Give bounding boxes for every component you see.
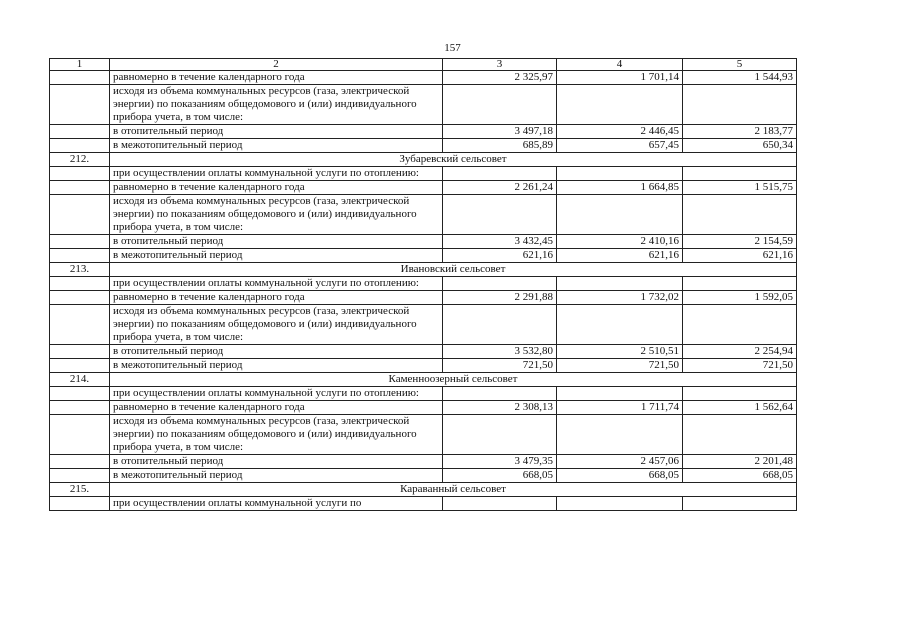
- column-number-5: 5: [683, 59, 797, 71]
- value-col-5: [683, 387, 797, 401]
- row-index-cell: [50, 195, 110, 235]
- region-name: Караванный сельсовет: [110, 483, 797, 497]
- row-index-cell: [50, 415, 110, 455]
- row-index-cell: [50, 71, 110, 85]
- row-description: в отопительный период: [110, 455, 443, 469]
- value-col-5: 2 183,77: [683, 125, 797, 139]
- value-col-5: 621,16: [683, 249, 797, 263]
- table-row: [50, 249, 797, 263]
- row-index-cell: [50, 125, 110, 139]
- row-index-cell: [50, 167, 110, 181]
- value-col-4: [557, 167, 683, 181]
- row-index-cell: [50, 277, 110, 291]
- value-col-5: 721,50: [683, 359, 797, 373]
- table-row: [50, 85, 797, 125]
- row-description: при осуществлении оплаты коммунальной услуги по отоплению:: [110, 387, 443, 401]
- value-col-5: 650,34: [683, 139, 797, 153]
- region-row: [50, 483, 797, 497]
- row-description: в межотопительный период: [110, 249, 443, 263]
- table-row: [50, 469, 797, 483]
- value-col-5: [683, 497, 797, 511]
- value-col-5: [683, 85, 797, 125]
- region-row: [50, 373, 797, 387]
- table-row: [50, 305, 797, 345]
- value-col-5: 1 544,93: [683, 71, 797, 85]
- row-index-cell: [50, 85, 110, 125]
- region-name: Зубаревский сельсовет: [110, 153, 797, 167]
- value-col-3: [443, 85, 557, 125]
- table-row: [50, 455, 797, 469]
- value-col-5: [683, 305, 797, 345]
- row-index-cell: [50, 305, 110, 345]
- value-col-3: 2 325,97: [443, 71, 557, 85]
- value-col-3: 3 432,45: [443, 235, 557, 249]
- value-col-3: 668,05: [443, 469, 557, 483]
- table-row: [50, 277, 797, 291]
- row-description: равномерно в течение календарного года: [110, 291, 443, 305]
- row-index-cell: [50, 249, 110, 263]
- row-index-cell: [50, 359, 110, 373]
- value-col-3: [443, 305, 557, 345]
- row-index-cell: [50, 345, 110, 359]
- value-col-3: 2 291,88: [443, 291, 557, 305]
- region-row: [50, 263, 797, 277]
- value-col-5: 1 515,75: [683, 181, 797, 195]
- value-col-4: [557, 195, 683, 235]
- row-description: при осуществлении оплаты коммунальной услуги по отоплению:: [110, 167, 443, 181]
- row-description: исходя из объема коммунальных ресурсов (газа, электрической энергии) по показаниям общедомового и (или) индивидуального прибора учета, в том числе:: [110, 305, 443, 345]
- row-description: исходя из объема коммунальных ресурсов (газа, электрической энергии) по показаниям общедомового и (или) индивидуального прибора учета, в том числе:: [110, 415, 443, 455]
- table-row: [50, 139, 797, 153]
- value-col-5: [683, 415, 797, 455]
- column-number-row: [50, 59, 797, 71]
- value-col-4: [557, 305, 683, 345]
- value-col-5: 2 154,59: [683, 235, 797, 249]
- value-col-4: 1 701,14: [557, 71, 683, 85]
- table-row: [50, 125, 797, 139]
- value-col-3: 3 479,35: [443, 455, 557, 469]
- tariff-table: [49, 58, 797, 511]
- row-description: в межотопительный период: [110, 139, 443, 153]
- value-col-5: 1 562,64: [683, 401, 797, 415]
- region-index: 212.: [50, 153, 110, 167]
- value-col-5: 668,05: [683, 469, 797, 483]
- row-index-cell: [50, 291, 110, 305]
- table-row: [50, 359, 797, 373]
- column-number-1: 1: [50, 59, 110, 71]
- value-col-4: 2 446,45: [557, 125, 683, 139]
- value-col-4: [557, 415, 683, 455]
- value-col-3: [443, 387, 557, 401]
- table-row: [50, 291, 797, 305]
- value-col-4: 1 664,85: [557, 181, 683, 195]
- table-row: [50, 345, 797, 359]
- table-row: [50, 167, 797, 181]
- region-index: 213.: [50, 263, 110, 277]
- table-row: [50, 401, 797, 415]
- value-col-5: 1 592,05: [683, 291, 797, 305]
- region-name: Ивановский сельсовет: [110, 263, 797, 277]
- value-col-4: [557, 85, 683, 125]
- value-col-3: [443, 195, 557, 235]
- value-col-5: 2 201,48: [683, 455, 797, 469]
- region-name: Каменноозерный сельсовет: [110, 373, 797, 387]
- value-col-3: [443, 277, 557, 291]
- value-col-3: 2 261,24: [443, 181, 557, 195]
- value-col-3: 3 497,18: [443, 125, 557, 139]
- table-row: [50, 195, 797, 235]
- page-number: 157: [444, 42, 461, 54]
- row-index-cell: [50, 401, 110, 415]
- row-index-cell: [50, 469, 110, 483]
- value-col-3: 3 532,80: [443, 345, 557, 359]
- row-index-cell: [50, 387, 110, 401]
- row-description: исходя из объема коммунальных ресурсов (газа, электрической энергии) по показаниям общедомового и (или) индивидуального прибора учета, в том числе:: [110, 195, 443, 235]
- row-description: в межотопительный период: [110, 359, 443, 373]
- column-number-2: 2: [110, 59, 443, 71]
- row-description: при осуществлении оплаты коммунальной услуги по отоплению:: [110, 277, 443, 291]
- value-col-3: [443, 415, 557, 455]
- table-row: [50, 71, 797, 85]
- value-col-4: 668,05: [557, 469, 683, 483]
- value-col-3: 685,89: [443, 139, 557, 153]
- row-index-cell: [50, 235, 110, 249]
- value-col-4: [557, 277, 683, 291]
- value-col-4: 2 457,06: [557, 455, 683, 469]
- value-col-4: 721,50: [557, 359, 683, 373]
- row-description: равномерно в течение календарного года: [110, 181, 443, 195]
- value-col-4: 2 510,51: [557, 345, 683, 359]
- row-description: равномерно в течение календарного года: [110, 71, 443, 85]
- region-index: 214.: [50, 373, 110, 387]
- value-col-3: 621,16: [443, 249, 557, 263]
- region-index: 215.: [50, 483, 110, 497]
- row-description: в отопительный период: [110, 235, 443, 249]
- value-col-4: [557, 387, 683, 401]
- value-col-4: 1 732,02: [557, 291, 683, 305]
- table-row: [50, 235, 797, 249]
- row-description: в отопительный период: [110, 125, 443, 139]
- row-description: при осуществлении оплаты коммунальной услуги по: [110, 497, 443, 511]
- row-index-cell: [50, 455, 110, 469]
- value-col-3: 2 308,13: [443, 401, 557, 415]
- value-col-4: 2 410,16: [557, 235, 683, 249]
- table-row: [50, 497, 797, 511]
- value-col-5: [683, 195, 797, 235]
- column-number-4: 4: [557, 59, 683, 71]
- table-row: [50, 415, 797, 455]
- row-description: равномерно в течение календарного года: [110, 401, 443, 415]
- region-row: [50, 153, 797, 167]
- value-col-4: 657,45: [557, 139, 683, 153]
- value-col-4: 1 711,74: [557, 401, 683, 415]
- row-description: исходя из объема коммунальных ресурсов (газа, электрической энергии) по показаниям общедомового и (или) индивидуального прибора учета, в том числе:: [110, 85, 443, 125]
- column-number-3: 3: [443, 59, 557, 71]
- value-col-4: [557, 497, 683, 511]
- value-col-4: 621,16: [557, 249, 683, 263]
- row-description: в межотопительный период: [110, 469, 443, 483]
- value-col-5: [683, 167, 797, 181]
- row-index-cell: [50, 497, 110, 511]
- row-index-cell: [50, 181, 110, 195]
- value-col-3: 721,50: [443, 359, 557, 373]
- table-row: [50, 181, 797, 195]
- table-row: [50, 387, 797, 401]
- value-col-3: [443, 167, 557, 181]
- row-index-cell: [50, 139, 110, 153]
- value-col-5: [683, 277, 797, 291]
- row-description: в отопительный период: [110, 345, 443, 359]
- value-col-5: 2 254,94: [683, 345, 797, 359]
- value-col-3: [443, 497, 557, 511]
